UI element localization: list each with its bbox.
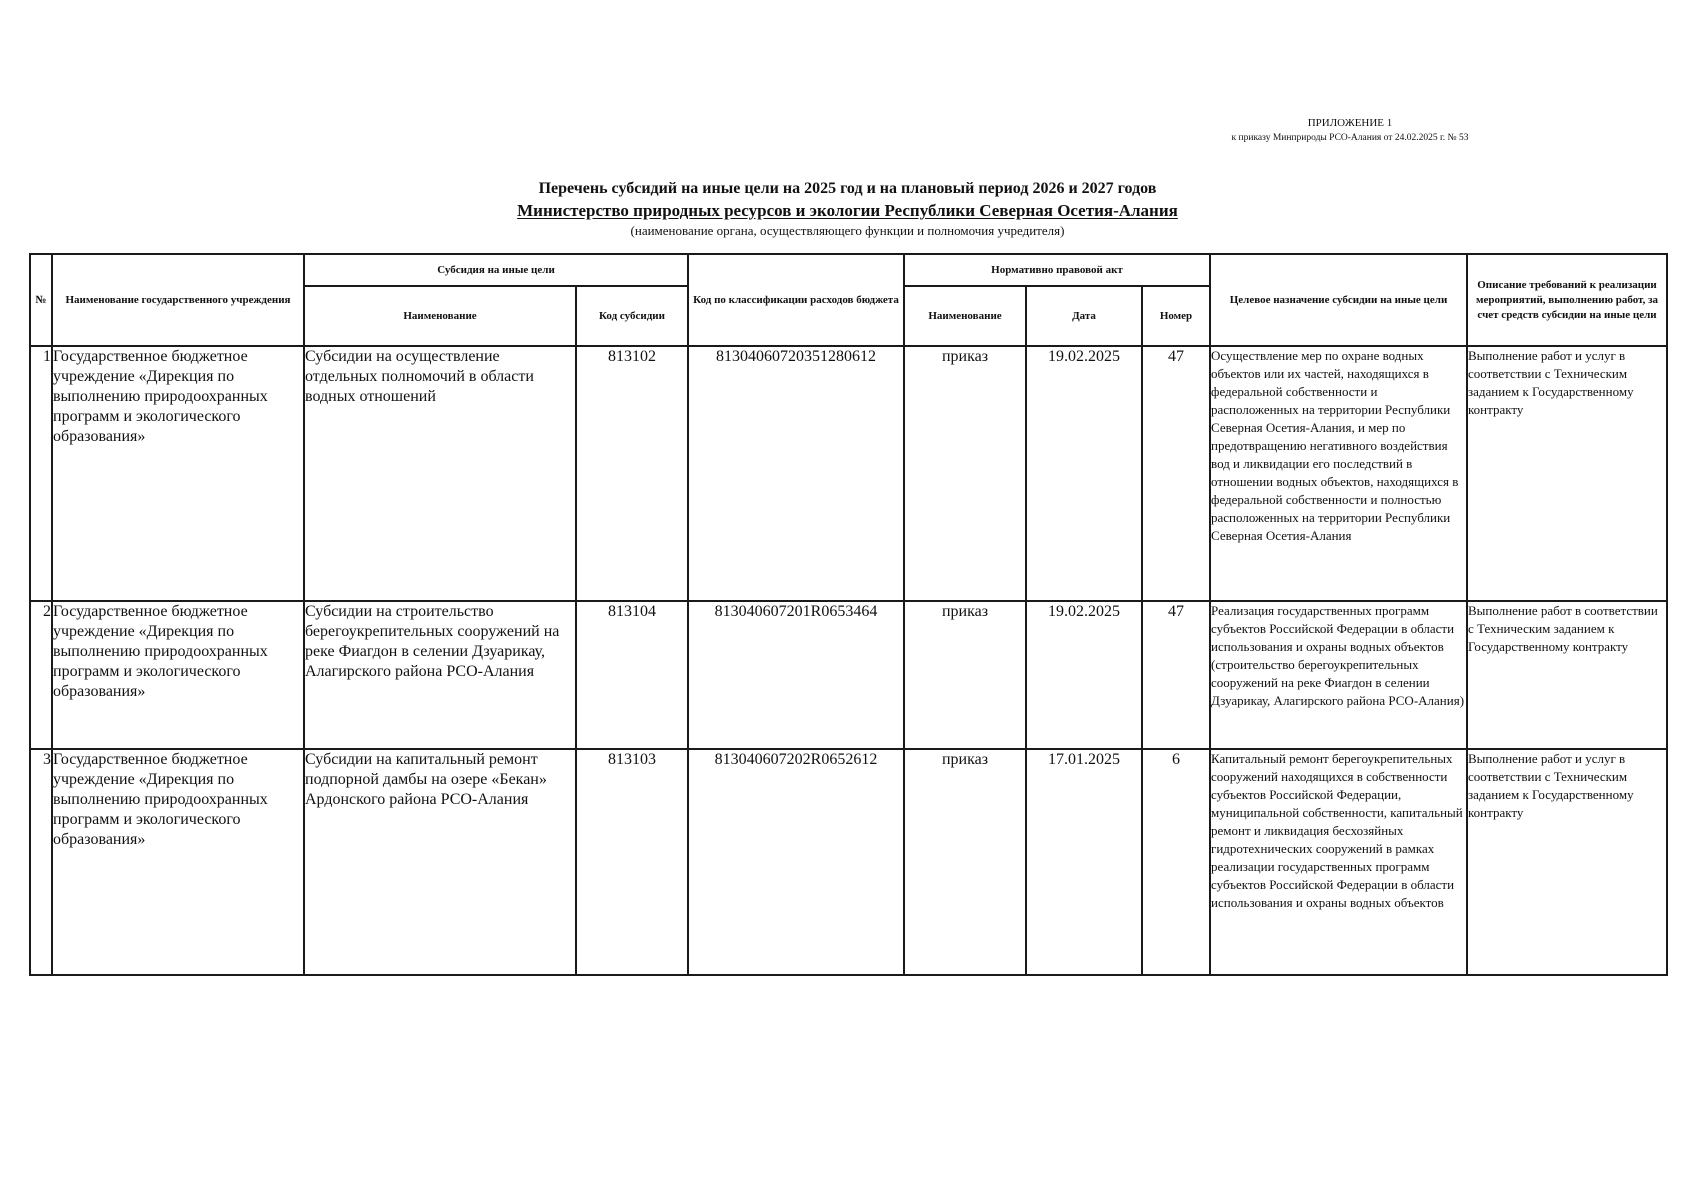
row-act-name: приказ xyxy=(904,346,1026,601)
appendix-note xyxy=(1200,116,1500,146)
row-act-number: 47 xyxy=(1142,346,1210,601)
table-row xyxy=(30,601,1667,749)
row-budget-code: 813040607202R0652612 xyxy=(688,749,904,975)
row-subsidy-name: Субсидии на капитальный ремонт подпорной дамбы на озере «Бекан» Ардонского района РСО-Алания xyxy=(304,749,576,975)
row-requirements: Выполнение работ и услуг в соответствии с Техническим заданием к Государственному контракту xyxy=(1467,346,1667,601)
header-act-name: Наименование xyxy=(904,286,1026,346)
row-purpose: Осуществление мер по охране водных объектов или их частей, находящихся в федеральной собственности и расположенных на территории Республики Северная Осетия-Алания, и мер по предотвращению негативного воздействия вод и ликвидации его последствий в отношении водных объектов, находящихся в федеральной собственности и полностью расположенных на территории Республики Северная Осетия-Алания xyxy=(1210,346,1467,601)
header-purpose: Целевое назначение субсидии на иные цели xyxy=(1210,254,1467,346)
row-act-date: 17.01.2025 xyxy=(1026,749,1142,975)
row-num: 1 xyxy=(30,346,52,601)
header-num: № xyxy=(30,254,52,346)
row-subsidy-code: 813102 xyxy=(576,346,688,601)
table-row xyxy=(30,749,1667,975)
table-row xyxy=(30,346,1667,601)
header-subsidy-code: Код субсидии xyxy=(576,286,688,346)
row-act-name: приказ xyxy=(904,601,1026,749)
header-subsidy-group: Субсидия на иные цели xyxy=(304,254,688,286)
row-subsidy-name: Субсидии на осуществление отдельных полномочий в области водных отношений xyxy=(304,346,576,601)
row-act-date: 19.02.2025 xyxy=(1026,601,1142,749)
row-act-number: 47 xyxy=(1142,601,1210,749)
ministry-name: Министерство природных ресурсов и экологии Республики Северная Осетия-Алания xyxy=(517,201,1178,220)
row-requirements: Выполнение работ и услуг в соответствии с Техническим заданием к Государственному контракту xyxy=(1467,749,1667,975)
header-act-date: Дата xyxy=(1026,286,1142,346)
row-act-name: приказ xyxy=(904,749,1026,975)
header-requirements: Описание требований к реализации мероприятий, выполнению работ, за счет средств субсидии на иные цели xyxy=(1467,254,1667,346)
row-num: 2 xyxy=(30,601,52,749)
appendix-subtitle: к приказу Минприроды РСО-Алания от 24.02.2025 г. № 53 xyxy=(1231,133,1469,143)
row-institution: Государственное бюджетное учреждение «Дирекция по выполнению природоохранных программ и экологического образования» xyxy=(52,346,304,601)
header-legal-act-group: Нормативно правовой акт xyxy=(904,254,1210,286)
row-budget-code: 81304060720351280612 xyxy=(688,346,904,601)
row-subsidy-code: 813103 xyxy=(576,749,688,975)
row-purpose: Капитальный ремонт берегоукрепительных сооружений находящихся в собственности субъектов Российской Федерации, муниципальной собственности, капитальный ремонт и ликвидация бесхозяйных гидротехнических сооружений в рамках реализации государственных программ субъектов Российской Федерации в области использования и охраны водных объектов xyxy=(1210,749,1467,975)
row-purpose: Реализация государственных программ субъектов Российской Федерации в области использования и охраны водных объектов (строительство берегоукрепительных сооружений на реке Фиагдон в селении Дзуарикау, Алагирского района РСО-Алания) xyxy=(1210,601,1467,749)
header-act-number: Номер xyxy=(1142,286,1210,346)
header-institution: Наименование государственного учреждения xyxy=(52,254,304,346)
subsidy-table xyxy=(29,253,1668,976)
row-institution: Государственное бюджетное учреждение «Дирекция по выполнению природоохранных программ и экологического образования» xyxy=(52,749,304,975)
row-institution: Государственное бюджетное учреждение «Дирекция по выполнению природоохранных программ и экологического образования» xyxy=(52,601,304,749)
row-subsidy-code: 813104 xyxy=(576,601,688,749)
row-budget-code: 813040607201R0653464 xyxy=(688,601,904,749)
header-budget-code: Код по классификации расходов бюджета xyxy=(688,254,904,346)
row-subsidy-name: Субсидии на строительство берегоукрепительных сооружений на реке Фиагдон в селении Дзуарикау, Алагирского района РСО-Алания xyxy=(304,601,576,749)
header-subsidy-name: Наименование xyxy=(304,286,576,346)
appendix-title: ПРИЛОЖЕНИЕ 1 xyxy=(1307,117,1393,129)
row-act-number: 6 xyxy=(1142,749,1210,975)
row-act-date: 19.02.2025 xyxy=(1026,346,1142,601)
document-title: Перечень субсидий на иные цели на 2025 год и на плановый период 2026 и 2027 годов xyxy=(538,180,1157,197)
ministry-caption: (наименование органа, осуществляющего функции и полномочия учредителя) xyxy=(630,223,1065,238)
header-row-1 xyxy=(30,254,1667,286)
document-heading xyxy=(0,178,1695,240)
row-requirements: Выполнение работ в соответствии с Техническим заданием к Государственному контракту xyxy=(1467,601,1667,749)
row-num: 3 xyxy=(30,749,52,975)
